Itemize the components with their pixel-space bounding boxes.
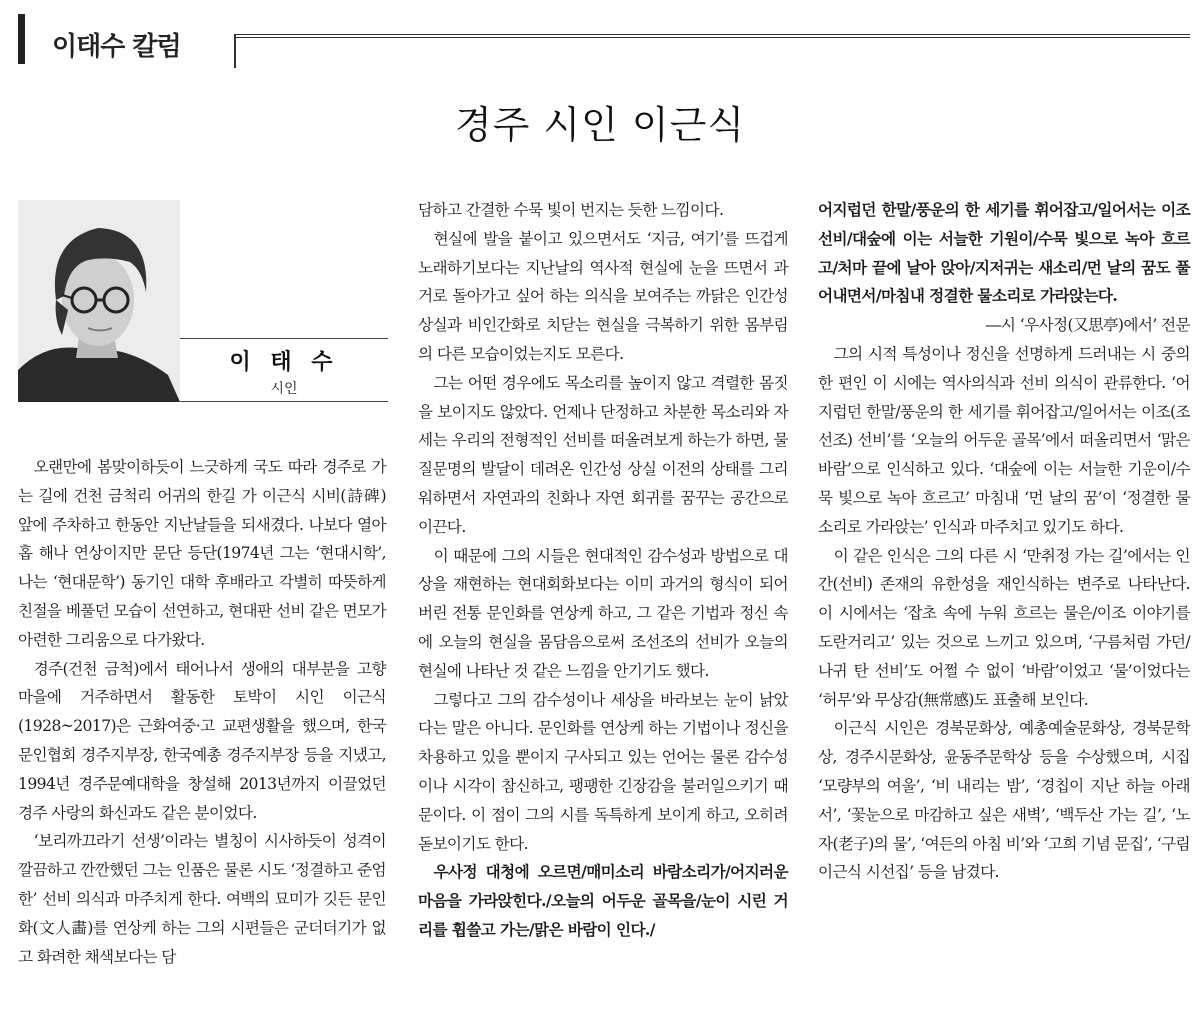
article-column-3 bbox=[818, 196, 1190, 887]
header-accent-bar bbox=[18, 14, 25, 64]
paragraph: 현실에 발을 붙이고 있으면서도 ‘지금, 여기’를 뜨겁게 노래하기보다는 지난날의 역사적 현실에 눈을 뜨면서 과거로 돌아가고 싶어 하는 의식을 보여주는 까닭은 인간성 상실과 비인간화로 치닫는 현실을 극복하기 위한 몸부림의 다른 모습이었는지도 모른다. bbox=[418, 229, 788, 363]
header-divider bbox=[234, 34, 236, 68]
column-header bbox=[18, 14, 1190, 68]
paragraph: 담하고 간결한 수묵 빛이 번지는 듯한 느낌이다. bbox=[418, 201, 724, 219]
paragraph: 그의 시적 특성이나 정신을 선명하게 드러내는 시 중의 한 편인 이 시에는 역사의식과 선비 의식이 관류한다. ‘어지럽던 한말/풍운의 한 세기를 휘어잡고/일어서는 이조(조선조) 선비’를 ‘오늘의 어두운 골목’에서 떠올리면서 ‘맑은 바람’으로 인식하고 있다. ‘대숲에 이는 서늘한 기운이/수묵 빛으로 녹아 흐르고’ 마침내 ‘먼 날의 꿈’이 ‘정결한 물소리로 가라앉는’ 인식과 마주치고 있기도 하다. bbox=[818, 344, 1190, 536]
article-headline: 경주 시인 이근식 bbox=[454, 103, 746, 147]
author-photo bbox=[18, 200, 180, 402]
paragraph: 오랜만에 봄맞이하듯이 느긋하게 국도 따라 경주로 가는 길에 건천 금척리 어귀의 한길 가 이근식 시비(詩碑) 앞에 주차하고 한동안 지난날들을 되새겼다. 나보다 열아홉 해나 연상이지만 문단 등단(1974년 그는 ‘현대시학’, 나는 ‘현대문학’) 동기인 대학 후배라고 각별히 따뜻하게 친절을 베풀던 모습이 선연하고, 현대판 선비 같은 면모가 아련한 그리움으로 다가왔다. bbox=[18, 458, 386, 649]
paragraph: 그는 어떤 경우에도 목소리를 높이지 않고 격렬한 몸짓을 보이지도 않았다. 언제나 단정하고 차분한 목소리와 자세는 우리의 전형적인 선비를 떠올려보게 하는가 하면, 물질문명의 발달이 데려온 인간성 상실 이전의 상태를 그리워하면서 자연과의 친화나 자연 회귀를 꿈꾸는 공간으로 이끈다. bbox=[418, 373, 788, 536]
author-role: 시인 bbox=[270, 381, 298, 397]
paragraph: 이 때문에 그의 시들은 현대적인 감수성과 방법으로 대상을 재현하는 현대회화보다는 이미 과거의 형식이 되어버린 전통 문인화를 연상케 하고, 그 같은 기법과 정신 속에 오늘의 현실을 몸담음으로써 조선조의 선비가 오늘의 현실에 나타난 것 같은 느낌을 안기기도 했다. bbox=[418, 546, 788, 680]
article-column-1 bbox=[18, 453, 386, 971]
paragraph: 경주(건천 금척)에서 태어나서 생애의 대부분을 고향 마을에 거주하면서 활동한 토박이 시인 이근식(1928~2017)은 근화여중·고 교편생활을 했으며, 한국문인협회 경주지부장, 한국예총 경주지부장 등을 지냈고, 1994년 경주문예대학을 창설해 2013년까지 이끌었던 경주 사랑의 화신과도 같은 분이었다. bbox=[18, 659, 386, 822]
paragraph: ‘보리까끄라기 선생’이라는 별칭이 시사하듯이 성격이 깔끔하고 깐깐했던 그는 인품은 물론 시도 ‘정결하고 준엄한’ 선비 의식과 마주치게 한다. 여백의 묘미가 깃든 문인화(文人畵)를 연상케 하는 그의 시편들은 군더더기가 없고 화려한 채색보다는 담 bbox=[18, 832, 386, 966]
byline bbox=[180, 338, 388, 402]
author-name: 이 태 수 bbox=[229, 350, 339, 375]
poem-quote: 우사정 대청에 오르면/매미소리 바람소리가/어지러운 마음을 가라앉힌다./오늘의 어두운 골목을/눈이 시린 거리를 휩쓸고 가는/맑은 바람이 인다./ bbox=[418, 862, 788, 939]
paragraph: 이근식 시인은 경북문화상, 예총예술문화상, 경북문학상, 경주시문화상, 윤동주문학상 등을 수상했으며, 시집 ‘모량부의 여울’, ‘비 내리는 밤’, ‘경칩이 지난 하늘 아래서’, ‘꽃눈으로 마감하고 싶은 새벽’, ‘백두산 가는 길’, ‘노자(老子)의 물’, ‘여든의 아침 비’와 ‘고희 기념 문집’, ‘구림 이근식 시선집’ 등을 남겼다. bbox=[818, 719, 1190, 882]
paragraph: 그렇다고 그의 감수성이나 세상을 바라보는 눈이 낡았다는 말은 아니다. 문인화를 연상케 하는 기법이나 정신을 차용하고 있을 뿐이지 구사되고 있는 언어는 물론 감수성이나 시각이 참신하고, 팽팽한 긴장감을 불러일으키기 때문이다. 이 점이 그의 시를 독특하게 보이게 하고, 오히려 돋보이기도 한다. bbox=[418, 690, 788, 853]
column-title: 이태수 칼럼 bbox=[52, 32, 181, 62]
paragraph: 이 같은 인식은 그의 다른 시 ‘만취정 가는 길’에서는 인간(선비) 존재의 유한성을 재인식하는 변주로 나타난다. 이 시에서는 ‘잡초 속에 누워 흐르는 물은/이조 이야기를 도란거리고’ 있는 것으로 느끼고 있으며, ‘구름처럼 가던/나귀 탄 선비’도 어쩔 수 없이 ‘바람’이었고 ‘물’이었다는 ‘허무’와 무상감(無常感)도 표출해 보인다. bbox=[818, 546, 1190, 709]
poem-citation: ―시 ‘우사정(又思亭)에서’ 전문 bbox=[985, 316, 1190, 335]
article-column-2 bbox=[418, 196, 788, 945]
header-double-rule bbox=[234, 34, 1190, 38]
portrait-photo-icon bbox=[18, 200, 180, 402]
poem-quote: 어지럽던 한말/풍운의 한 세기를 휘어잡고/일어서는 이조 선비/대숲에 이는 서늘한 기원이/수묵 빛으로 녹아 흐르고/처마 끝에 날아 앉아/지저귀는 새소리/먼 날의 꿈도 풀어내면서/마침내 정결한 물소리로 가라앉는다. bbox=[818, 200, 1190, 306]
